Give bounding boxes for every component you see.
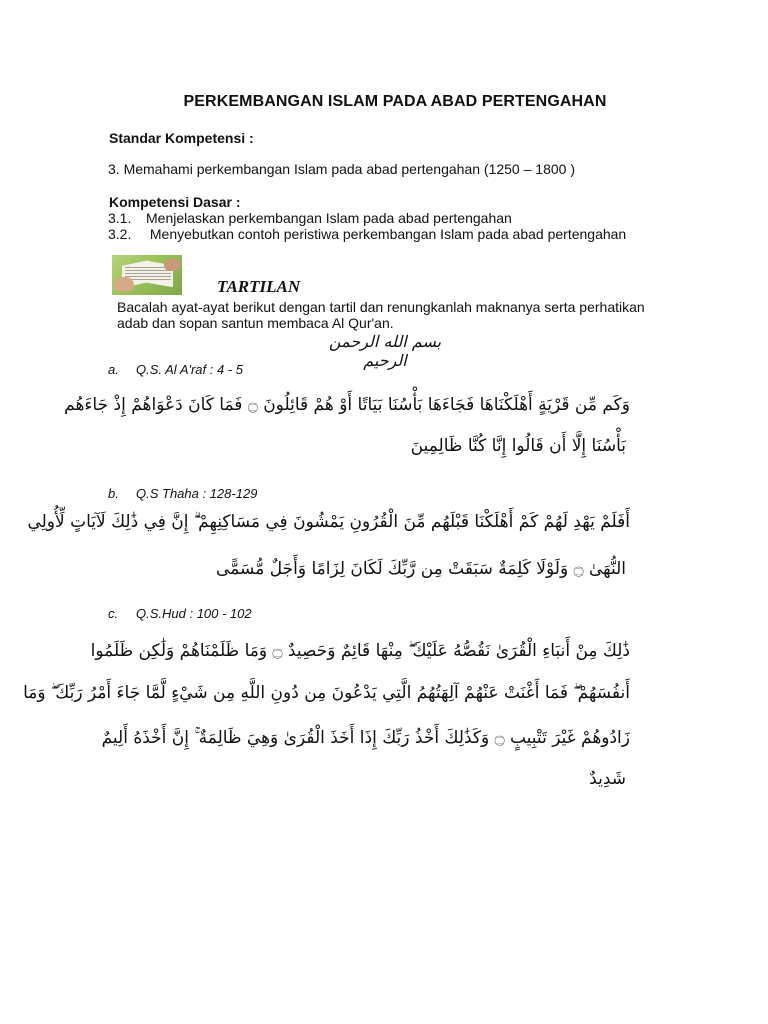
- kompetensi-item-number: 3.2.: [108, 226, 132, 242]
- kompetensi-item-text: Menyebutkan contoh peristiwa perkembangan Islam pada abad pertengahan: [146, 226, 627, 242]
- standar-text: 3. Memahami perkembangan Islam pada abad pertengahan (1250 – 1800 ): [108, 161, 575, 177]
- arabic-verse-line: أَفَلَمْ يَهْدِ لَهُمْ كَمْ أَهْلَكْنَا قَبْلَهُم مِّنَ الْقُرُونِ يَمْشُونَ فِي مَسَاكِنِهِمْ ۗ إِنَّ فِي ذَٰلِكَ لَآيَاتٍ لِّأُولِي: [27, 512, 630, 532]
- instruction-line-2: adab dan sopan santun membaca Al Qur'an.: [117, 315, 394, 331]
- arabic-verse-line: وَكَم مِّن قَرْيَةٍ أَهْلَكْنَاهَا فَجَاءَهَا بَأْسُنَا بَيَاتًا أَوْ هُمْ قَائِلُونَ ۝ فَمَا كَانَ دَعْوَاهُمْ إِذْ جَاءَهُم: [64, 395, 630, 415]
- kompetensi-item-number: 3.1.: [108, 210, 132, 226]
- arabic-verse-line: زَادُوهُمْ غَيْرَ تَتْبِيبٍ ۝ وَكَذَٰلِكَ أَخْذُ رَبِّكَ إِذَا أَخَذَ الْقُرَىٰ وَهِيَ ظَالِمَةٌ ۚ إِنَّ أَخْذَهُ أَلِيمٌ: [101, 728, 630, 748]
- section-label: TARTILAN: [217, 277, 301, 296]
- basmala-calligraphy: بسم الله الرحمن الرحيم: [328, 332, 442, 370]
- instruction-line-1: Bacalah ayat-ayat berikut dengan tartil dan renungkanlah maknanya serta perhatikan: [117, 299, 645, 315]
- kompetensi-item-text: Menjelaskan perkembangan Islam pada abad pertengahan: [146, 210, 512, 226]
- arabic-verse-line: النُّهَىٰ ۝ وَلَوْلَا كَلِمَةٌ سَبَقَتْ مِن رَّبِّكَ لَكَانَ لِزَامًا وَأَجَلٌ مُّسَمًّى: [216, 559, 626, 579]
- arabic-verse-line: بَأْسُنَا إِلَّا أَن قَالُوا إِنَّا كُنَّا ظَالِمِينَ: [410, 436, 626, 456]
- kompetensi-heading: Kompetensi Dasar :: [109, 194, 241, 210]
- passage-reference-text: Q.S.Hud : 100 - 102: [136, 606, 252, 621]
- arabic-verse-line: شَدِيدٌ: [589, 769, 626, 789]
- arabic-verse-line: ذَٰلِكَ مِنْ أَنبَاءِ الْقُرَىٰ نَقُصُّهُ عَلَيْكَ ۖ مِنْهَا قَائِمٌ وَحَصِيدٌ ۝ وَمَا ظَلَمْنَاهُمْ وَلَٰكِن ظَلَمُوا: [90, 641, 630, 661]
- passage-letter: c.: [108, 606, 119, 621]
- passage-reference-text: Q.S. Al A'raf : 4 - 5: [136, 362, 243, 377]
- page-title: PERKEMBANGAN ISLAM PADA ABAD PERTENGAHAN: [183, 93, 607, 110]
- arabic-verse-line: أَنفُسَهُمْ ۖ فَمَا أَغْنَتْ عَنْهُمْ آلِهَتُهُمُ الَّتِي يَدْعُونَ مِن دُونِ اللَّهِ مِن شَيْءٍ لَّمَّا جَاءَ أَمْرُ رَبِّكَ ۖ وَمَا: [23, 683, 630, 703]
- passage-reference-text: Q.S Thaha : 128-129: [136, 486, 258, 501]
- passage-letter: a.: [108, 362, 119, 377]
- quran-reading-photo: [112, 255, 182, 295]
- kompetensi-item: [108, 210, 512, 226]
- kompetensi-item: [108, 226, 626, 242]
- standar-heading: Standar Kompetensi :: [109, 130, 254, 146]
- passage-letter: b.: [108, 486, 119, 501]
